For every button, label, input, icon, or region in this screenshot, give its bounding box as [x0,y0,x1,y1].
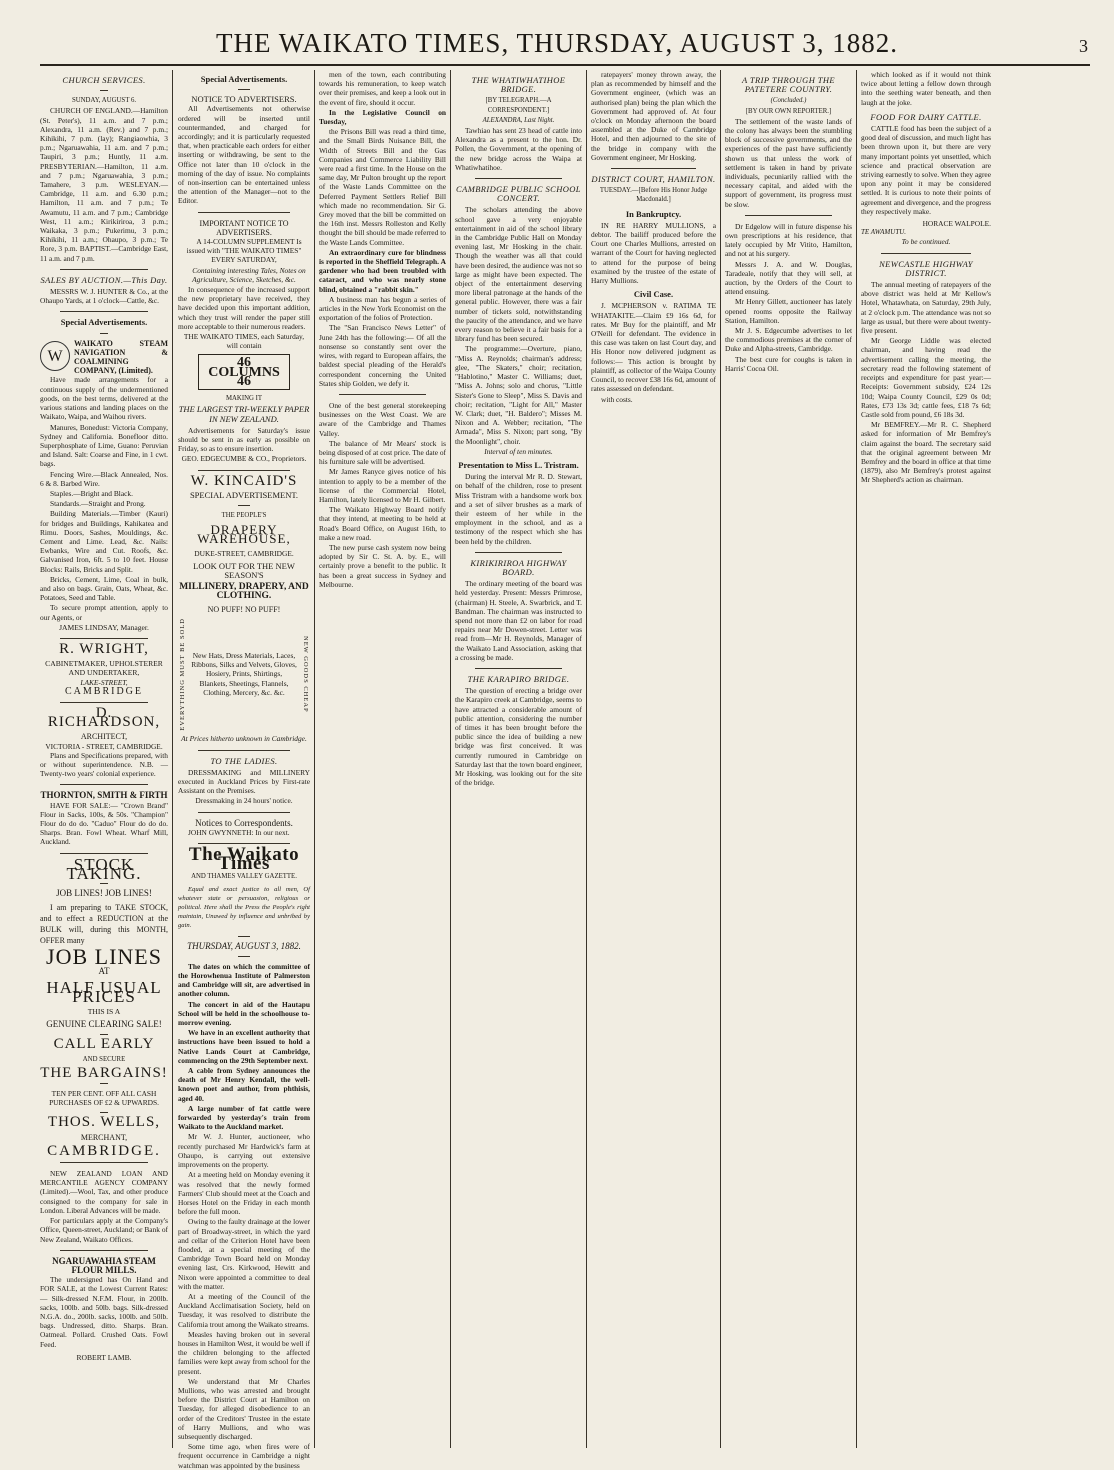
trip-end-text: which looked as if it would not think twice about letting a fellow down through into the seething water beneath, and then laugh at the joke. [861,70,991,107]
rule [60,1162,148,1163]
meeting-text: At a meeting held on Monday evening it was resolved that the newly formed Farmers' Club should meet at the Coach and Horses Hotel on the Friday in each month before the full moon. [178,1170,310,1217]
edgelow-text: Dr Edgelow will in future dispense his own prescriptions at his residence, that lately occupied by Mr Vitito, Hamilton, and not at his surgery. [725,221,852,259]
rule [339,394,426,395]
rule [60,269,148,270]
newspaper-title: THE WAIKATO TIMES, THURSDAY, AUGUST 3, 1882. [215,28,899,58]
drainage-text: Owing to the faulty drainage at the lower part of Broadway-street, in which the yard and cellar of the Criterion Hotel have been flooded, at a special meeting of the Cambridge Town Board held on Monday evening last, Crs. Kirkwood, Hewitt and Nixon were appointed a committee to deal with the matter. [178,1217,310,1291]
rule [475,178,562,179]
waikato-steam-title: WAIKATO STEAM NAVIGATION & COALMINING COMPANY, (Limited). [74,338,168,376]
lindsay-signature: JAMES LINDSAY, Manager. [59,622,149,632]
genuine-clearing-sale: GENUINE CLEARING SALE! [46,1019,162,1030]
rule [100,1034,108,1035]
wells-town: CAMBRIDGE. [47,1142,161,1159]
wright-name: R. WRIGHT, [59,640,149,657]
proprietors: GEO. EDGECUMBE & CO., Proprietors. [181,454,307,464]
wright-street: LAKE-STREET, [80,677,128,687]
ranges-text: Mr James Ranyce gives notice of his intention to apply to be a member of the license of the Commercial Hotel, Hamilton, lately licensed to Mr H. Gilbert. [319,467,446,504]
column-4 [455,70,582,1448]
largest-paper: THE LARGEST TRI-WEEKLY PAPER IN NEW ZEALAND. [178,404,310,424]
highway-meeting-text: Mr George Liddle was elected chairman, and having read the advertisement calling the meeting, the secretary read the following statement of receipts and expenditure for past year:— Receipts: Government subsidy, £24 12s 10d; Waipa County Council, £29 0s 0d; Rates, £73 13s 3d; cattle fees, £18 7s 6d; Castle sold from pound, £6 18s 3d. [861,336,991,419]
dressmaking-text: Dressmaking in 24 hours' notice. [195,796,293,806]
school-text: The scholars attending the above school gave a very enjoyable entertainment in aid of the school library in the Cambridge Public Hall on Monday evening last, Mr Hosking in the chair. Though the weather was all that could have been desired, the audience was not so large as might have been expected. The object of the entertainment deserving more liberal patronage at the hands of the general public. However, there was a fair number of tickets sold, notwithstanding the paucity of the attendance, and we have every reason to believe it a fair basis for a library fund has been secured. [455,205,582,344]
bricks-text: Bricks, Cement, Lime, Coal in bulk, and also on bags. Grain, Oats, Wheat, &c. Potatoes, Seed and Table. [40,574,168,603]
rule [198,470,290,471]
night-watch-text: men of the town, each contributing towards his remuneration, to keep watch over their premises, and keep a look out in the event of fire, should it occur. [319,70,446,107]
paper-name: The Waikato Times [188,844,300,875]
richardson-text: Plans and Specifications prepared, with or without superintendence. N.B. — Twenty-two years' colonial experience. [40,750,168,779]
school-heading: CAMBRIDGE PUBLIC SCHOOL CONCERT. [456,184,581,204]
whati-text: Tawhiao has sent 23 head of cattle into Alexandra as a present to the hon. Dr. Pollen, the Government, at the opening of the new bridge across the Waipa at Whatiwhatihoe. [455,126,582,172]
bankruptcy-text: IN RE HARRY MULLIONS, a debtor. The bailiff produced before the Court one Charles Mullions, arrested on warrant of the Court for having neglected to attend for the purpose of being examined by the trustee of the estate of Harry Mullions. [591,220,716,286]
presentation-text: During the interval Mr R. D. Stewart, on behalf of the children, rose to present Miss Tristram with a handsome work box and a set of silver brushes as a mark of their esteem of her while in the employment in the school, and as a testimony of the respect which she has been held by the children. [455,472,582,546]
job-lines-heading: JOB LINES [46,944,162,970]
programme-text: The programme:—Overture, piano, "Miss A. Reynolds; chairman's address; glee, "The Skaters," choir; recitation, "Hablotino," Master C. Williams; duet, "Miss A. Johns; solo and chorus, "Little Sister's Gone to Sleep", Miss S. Davis and choir; recitation, "Light for All," Master W. Clark; duet, "H. Baldero"; Misses M. Nixon and A. Webber; recitation, "The Armada", Miss S. Nixon; part song, "By the Moonlight", choir. [455,344,582,446]
sales-heading: SALES BY AUCTION.—This Day. [40,274,168,285]
column-divider [586,70,587,1448]
legislative-text: the Prisons Bill was read a third time, and the Small Birds Nuisance Bill, the Width of Streets Bill and the Gas Companies and Commerce Liability Bill were read a first time. In the House on the same day, Mr Pulton brought up the report of the Waste Lands Committee on the Deferred Payment Settlers Relief Bill which made no recommendation. Sir G. Grey moved that the bill be committed on the 16th inst. Messrs Rolleston and Kelly thought the bill should be made referred to the Waste Lands Committee. [319,127,446,247]
half-prices-heading: HALF USUAL PRICES [46,977,162,1006]
highway-board-text: The Waikato Highway Board notify that they intend, at meeting to be held at Road's Board Office, on August 16th, to make a new road. [319,505,446,542]
thornton-name: THORNTON, SMITH & FIRTH [40,790,168,801]
nzloan-text: NEW ZEALAND LOAN AND MERCANTILE AGENCY COMPANY (Limited).—Wool, Tax, and other produce consigned to the company for sale in London. Liberal Advances will be made. [40,1169,168,1215]
duke-street: DUKE-STREET, CAMBRIDGE. [194,548,294,558]
church-services-text: CHURCH OF ENGLAND.—Hamilton (St. Peter's), 11 a.m. and 7 p.m.; Alexandra, 11 a.m. (Rev.) and 7 p.m.; Kihikihi, 7 p.m. (lay); Rangiaowhia, 3 p.m.; Ngaruawahia, 11 a.m. and 7 p.m.; Taupiri, 3 p.m.; Huntly, 11 a.m. PRESBYTERIAN.—Hamilton, 11 a.m. and 7 p.m.; Ngaruawahia, 3 p.m.; Tamahere, 3 p.m. WESLEYAN.—Cambridge, 11 a.m. and 6.30 p.m.; Hamilton, 11 a.m. and 7 p.m.; Te Awamutu, 11 a.m. and 7 p.m.; Cambridge West, 11 a.m.; Kirikiriroa, 3 p.m.; Waikaka, 3 p.m.; Pukerimu, 3 p.m.; Kihikihi, 11 a.m.; Ohaupo, 3 p.m.; Te Rore, 3 p.m. BAPTIST.—Cambridge East, 11 a.m. and 7 p.m. [40,106,168,263]
column-divider [450,70,451,1448]
column-1 [40,70,168,1448]
orders-text: To secure prompt attention, apply to our Agents, or [40,603,168,622]
this-is-label: THIS IS A [87,1007,121,1017]
walpole-place: TE AWAMUTU. [861,228,907,237]
district-court-date: TUESDAY.—[Before His Honor Judge Macdonald.] [599,187,708,204]
side-label-left: EVERYTHING MUST BE SOLD [179,617,186,731]
kirikiriroa-heading: KIRIKIRIROA HIGHWAY BOARD. [470,557,567,577]
notice-heading: NOTICE TO ADVERTISERS. [191,94,297,105]
richardson-trade: ARCHITECT, [80,732,128,742]
council-text: At a meeting of the Council of the Auckland Acclimatisation Society, held on Tuesday, it was resolved to distribute the California trout among the Waikato streams. [178,1291,310,1329]
masthead-rule [40,64,1090,66]
rule [238,89,250,90]
special-ads-heading: Special Advertisements. [60,317,148,328]
wright-town: CAMBRIDGE [64,685,143,697]
ladies-heading: TO THE LADIES. [210,755,278,766]
column-6 [725,70,852,1448]
column-7 [861,70,991,1448]
hunter-text: Mr W. J. Hunter, auctioneer, who recently purchased Mr Hardwick's farm at Ohaupo, is carrying out extensive improvements on the property. [178,1132,310,1170]
rule [745,215,832,216]
understand-text: We understand that Mr Charles Mullions, who was arrested and brought before the District Court at Hamilton on Tuesday, for alleged disobedience to an order of the Creditors' Trustee in the estate of Harry Mullions, and who was subsequently discharged. [178,1376,310,1441]
cable-text: A cable from Sydney announces the death of Mr Henry Kendall, the well-known poet and author, from phthisis, aged 40. [178,1066,310,1103]
at-prices: At Prices hitherto unknown in Cambridge. [181,734,307,744]
walpole-signature: HORACE WALPOLE. [922,219,991,229]
legislative-heading: In the Legislative Council on Tuesday, [319,107,446,127]
bargains-heading: THE BARGAINS! [40,1064,168,1081]
whati-place: ALEXANDRA, Last Night. [482,116,555,124]
san-francisco-text: The "San Francisco News Letter" of June 24th has the following:— Of all the nonsense so constantly sent over the wires, with regard to European affairs, the baldest special pleading of the Herald's correspondent concerning the United States ship Golden, we defy it. [319,323,446,388]
drapery-heading: DRAPERY WAREHOUSE, [197,522,291,547]
to-be-continued: To be continued. [901,237,951,247]
storekeeping-text: One of the best general storekeeping businesses on the West Coast. We are aware of the Cambridge and Thames Valley. [319,400,446,438]
waikato-steam-text: Have made arrangements for a continuous supply of the undermentioned goods, on the best terms, delivered at the various stations and landing places on the Waikato, Waipa, and Waihou rivers. [40,375,168,422]
leader-text: The dates on which the committee of the Horowhenua Institute of Palmerston and Cambridge will sit, are advertised in another column. [178,961,310,999]
standards-text: Standards.—Straight and Prong. [50,499,146,509]
whati-sub: [BY TELEGRAPH.—A CORRESPONDENT.] [485,97,552,114]
civil-case-text: J. MCPHERSON v. RATIMA TE WHATAKITE.—Claim £9 16s 6d, for rates. Mr Buy for the plaintiff, and Mr O'Neill for defendant. The evidence in this case was taken on last Court day, and His Honor now delivered judgment as follows:— This action is brought by plaintiff, as collector of the Waipa County Council, to recover £38 16s 6d, amount of rates assessed on defendant. [591,301,717,394]
edgecumbe-text: Mr J. S. Edgecumbe advertises to let the commodious premises at the corner of Duke and Alpha-streets, Cambridge. [725,326,852,354]
bankruptcy-heading: In Bankruptcy. [625,208,682,219]
rule [611,168,696,169]
kirikiriroa-text: The ordinary meeting of the board was held yesterday. Present: Messrs Primrose, (chairman) H. Steele, A. Swarbrick, and T. Bandman. The chairman was instructed to spend not more than £2 on labor for road repairs near Mr Dowen-street. Letter was read from—Mr H. Reynolds, Manager of the Waikato Land Association, asking that a crossing be made. [455,579,582,662]
nzloan-contact: For particulars apply at the Company's Office, Queen-street, Auckland; or Bank of New Zealand, Waikato Offices. [40,1216,168,1244]
rule [238,936,250,937]
church-services-date: SUNDAY, AUGUST 6. [71,97,137,105]
rule [475,668,562,669]
church-services-heading: CHURCH SERVICES. [62,75,146,85]
fencing-text: Fencing Wire.—Black Annealed, Nos. 6 & 8. Barbed Wire. [40,469,168,488]
district-court-heading: DISTRICT COURT, HAMILTON. [591,174,716,185]
bridge-continued-text: ratepayers' money thrown away, the plan as recommended by himself and the Government engineer, (which was an authorised plan) being the plan which the Government had approved of. At four o'clock on Monday afternoon the board assembled at the Duke of Cambridge Hotel, and then adjourned to the site of the bridge in company with the Government engineer, Mr Hosking. [591,70,716,162]
dateline: THURSDAY, AUGUST 3, 1882. [187,940,301,951]
rule [198,212,290,213]
notices-heading: Notices to Correspondents. [195,817,293,828]
extraordinary-text: An extraordinary cure for blindness is reported in the Sheffield Telegraph. A gardener who had been troubled with cataract, and who was nearly stone blind, obtained a "rabbit skin." [319,247,446,294]
highway-heading: NEWCASTLE HIGHWAY DISTRICT. [879,258,973,278]
trip-sub: (Concluded.) [770,97,807,105]
rule [60,1250,148,1251]
column-2 [178,70,310,1470]
rule [60,853,148,854]
millinery-heading: MILLINERY, DRAPERY, AND CLOTHING. [179,582,309,602]
rule [60,311,148,312]
manures-text: Manures, Bonedust: Victoria Company, Sydney and California. Bonefloor ditto. Superphosphate of Lime, Guano: Peruvian and Island. Salt: Coarse and Fine, in 1 cwt. bags. [40,422,168,469]
rule [100,1112,108,1113]
ladies-text: DRESSMAKING and MILLINERY executed in Auckland Prices by First-rate Assistant on the Premises. [178,767,310,796]
w-initial-icon: W [40,341,70,371]
notices-text: JOHN GWYNNETH: In our next. [188,827,290,837]
wells-trade: MERCHANT, [80,1132,128,1142]
trip-by: [BY OUR OWN REPORTER.] [745,107,832,115]
rule [881,253,971,254]
douglas-text: Messrs J. A. and W. Douglas, Taradeale, notify that they will sell, at auction, by the Orders of the Court to attend ensuing. [725,259,852,297]
thornton-text: HAVE FOR SALE:— "Crown Brand" Flour in Sacks, 100s, & 50s. "Champion" Flour do do do. "Caduo" Flour do do do. Sharps. Bran. Fowl Wheat. Wharf Mill, Auckland. [40,800,168,847]
trip-text: The settlement of the waste lands of the colony has always been the stumbling block of successive governments, and the experiences of the past have sufficiently shown us that unless the work of settlement is taken in hand by private individuals, pecuniarily rallied with the necessary capital, and aided with the support of government, its progress must be slow. [725,116,852,209]
notice-text: All Advertisements not otherwise ordered will be inserted until countermanded, and charged for accordingly; and it is particularly requested that, when practicable each orders for either inserting or withdrawing, be sent to the Office not later than 10 o'clock in the morning of the day of issue. No complaints of non-insertion can be entertained unless the attention of the Manager—not to the Editor. [178,104,310,206]
discount-text: TEN PER CENT. OFF ALL CASH PURCHASES OF £2 & UPWARDS. [49,1089,159,1108]
interval-text: Interval of ten minutes. [484,446,553,456]
motto: Equal and exact justice to all men, Of whatever state or persuasion, religious or political. Here shall the Press the People's right maintain, Unawed by influence and unbribed by gain. [178,885,310,930]
business-text: A business man has begun a series of articles in the New York Economist on the exportation of the folios of Protection. [319,294,446,323]
at-label: AT [98,966,110,977]
rule [60,638,148,639]
mill-signature: ROBERT LAMB. [76,1352,132,1362]
masthead [0,0,1114,72]
rule [60,784,148,785]
civil-case-heading: Civil Case. [633,289,674,300]
stock-text: I am preparing to TAKE STOCK, and to effect a REDUCTION at the BULK will, during this MONTH, OFFER many [40,903,168,946]
column-divider [172,70,173,1448]
kincaid-sub: SPECIAL ADVERTISEMENT. [189,489,299,500]
nopuff-label: NO PUFF! NO PUFF! [207,604,281,614]
purse-text: The new purse cash system now being adopted by Sir C. St. A. by. E., will certainly prove a benefit to the public. It has been a great success in Sydney and Melbourne. [319,542,446,589]
whati-heading: THE WHATIWHATIHOE BRIDGE. [471,75,566,95]
cattle-text: A large number of fat cattle were forwarded by yesterday's train from Waikato to the Auckland market. [178,1103,310,1132]
goods-list: New Hats, Dress Materials, Laces, Ribbons, Silks and Velvets, Gloves, Hosiery, Prints, Shirtings, Blankets, Sheetings, Flannels, Clothing, Mercery, &c. &c. [191,651,297,697]
special-ads-heading-2: Special Advertisements. [200,74,288,84]
bemfrey-text: Mr BEMFREY.—Mr R. C. Shepherd asked for information of Mr Bemfrey's claim against the board. The secretary said that the original agreement between Mr Bemfrey and the board in office at that time (1879), also Mr Bemfrey's protest against Mr Shepherd's action as chairman. [861,420,991,485]
concert-text: The concert in aid of the Hautapu School will be held in the schoolhouse to-morrow evening. [178,999,310,1028]
waikato-steam-ad [40,339,168,376]
rule [60,702,148,703]
measles-text: Measles having broken out in several houses in Hamilton West, it would be well if the children belonging to the affected families were kept away from school for the present. [178,1329,310,1376]
rule [198,812,290,813]
staples-text: Staples.—Bright and Black. [50,488,133,498]
supplement-text: A 14-COLUMN SUPPLEMENT Is issued with "THE WAIKATO TIMES" EVERY SATURDAY, [186,237,302,265]
wells-name: THOS. WELLS, [47,1114,161,1131]
and-secure: AND SECURE [82,1055,126,1063]
rule [100,1083,108,1084]
goods-block [178,618,310,731]
native-lands-text: We have in an excellent authority that instructions have been issued to hold a Native Lands Court at Cambridge, commencing on the 29th September next. [178,1028,310,1065]
richardson-name: D. RICHARDSON, [47,704,161,731]
wright-trade: CABINETMAKER, UPHOLSTERER AND UNDERTAKER, [45,659,163,678]
highway-text: The annual meeting of ratepayers of the above district was held at Mr Kellow's Hotel, Whatawhata, on Saturday, 29th July, at 2 o'clock p.m. The attendance was not so large as usual, but there were about twenty-five present. [861,280,991,336]
rule [238,505,250,506]
stock-taking-heading: STOCK TAKING. [66,854,142,883]
column-3 [319,70,446,1448]
column-divider [856,70,857,1448]
food-heading: FOOD FOR DAIRY CATTLE. [870,111,982,122]
rule [198,750,290,751]
karapiro-text: The question of erecting a bridge over the Karapiro creek at Cambridge, seems to have attracted a considerable amount of public attention, considering the number of times it has been brought before the public since the idea of building a new bridge was first conceived. It was currently rumoured in Cambridge on Saturday last that the town board engineer, Mr Hosking, was looking out for the site of the bridge. [455,686,582,788]
column-divider [720,70,721,1448]
lookout-label: LOOK OUT FOR THE NEW SEASON'S [193,560,295,580]
richardson-address: VICTORIA - STREET, CAMBRIDGE. [45,741,163,751]
mill-name: NGARUAWAHIA STEAM FLOUR MILLS. [52,1255,156,1275]
rule [100,90,108,91]
peoples-label: THE PEOPLE'S [221,511,267,519]
building-text: Building Materials.—Timber (Kauri) for bridges and Buildings, Kahikatea and Rimu. Doors, Sashes, Mouldings, &c. Cement and Lime. Lead, &c. Nails: Ewbanks, Wire and Cut. Roofs, &c. Galvanised Iron, 6ft. 5 to 10 feet. House Blocks: Rails, Bricks and Split. [40,509,168,574]
rule [100,333,108,334]
paper-sub: AND THAMES VALLEY GAZETTE. [191,873,297,881]
adv-text: Advertisements for Saturday's issue should be sent in as early as possible on Friday, so as to ensure insertion. [178,425,310,454]
column-5 [591,70,716,1448]
column-divider [314,70,315,1448]
some-time-text: Some time ago, when fires were of frequent occurrence in Cambridge a night watchman was appointed by the business [178,1442,310,1470]
trip-heading: A TRIP THROUGH THE PATETERE COUNTRY. [741,75,836,95]
rule [100,883,108,884]
supplement-sub: Containing interesting Tales, Notes on Agriculture, Science, Sketches, &c. [192,265,306,284]
sales-text: MESSRS W. J. HUNTER & Co., at the Ohaupo Yards, at 1 o'clock—Cattle, &c. [40,287,168,306]
presentation-heading: Presentation to Miss L. Tristram. [458,459,579,470]
food-text: CATTLE food has been the subject of a good deal of discussion, and much light has been thrown upon it, but there are very many important points yet unsettled, which science and practical observation are striving earnestly to solve. When they agree upon any point it may be considered settled. It is curious to note their points of agreement and divergence, and the progress they respectively make. [861,124,991,216]
kincaid-heading: W. KINCAID'S [190,472,298,489]
gillett-text: Mr Henry Gillett, auctioneer has lately opened rooms opposite the Railway Station, Hamilton. [725,297,852,325]
columns-box: 46 COLUMNS 46 [198,354,290,390]
balance-text: The balance of Mr Mears' stock is being disposed of at cost price. The date of his furniture sale will be advertised. [319,438,446,467]
important-heading: IMPORTANT NOTICE TO ADVERTISERS. [199,218,289,237]
page-number: 3 [1079,36,1088,56]
call-early: CALL EARLY [53,1036,155,1053]
job-lines-small: JOB LINES! JOB LINES! [56,888,152,899]
cough-cure-text: The best cure for coughs is taken in Harris' Cocoa Oil. [725,354,852,373]
karapiro-heading: THE KARAPIRO BRIDGE. [467,673,570,684]
making-it: MAKING IT [225,395,263,403]
costs-text: with costs. [601,394,633,404]
rule [238,956,250,957]
columns-intro: THE WAIKATO TIMES, each Saturday, will contain [183,332,305,351]
mill-text: The undersigned has On Hand and FOR SALE, at the Lowest Current Rates:— Silk-dressed N.F.M. Flour, in 200lb. sacks, 100lb. and 50lb. bags. Silk-dressed N.G.A. do., 200lb. sacks, 100lb. and 50lb. bags. Undressed, ditto. Sharps. Bran. Oatmeal. Pollard. Crushed Oats. Fowl Feed. [40,1275,168,1349]
rule [475,552,562,553]
supplement-text-2: In consequence of the increased support the new proprietary have received, they have decided upon this important addition, which they trust will render the paper still more acceptable to their numerous readers. [178,285,310,331]
side-label-right: NEW GOODS CHEAP [302,635,309,713]
